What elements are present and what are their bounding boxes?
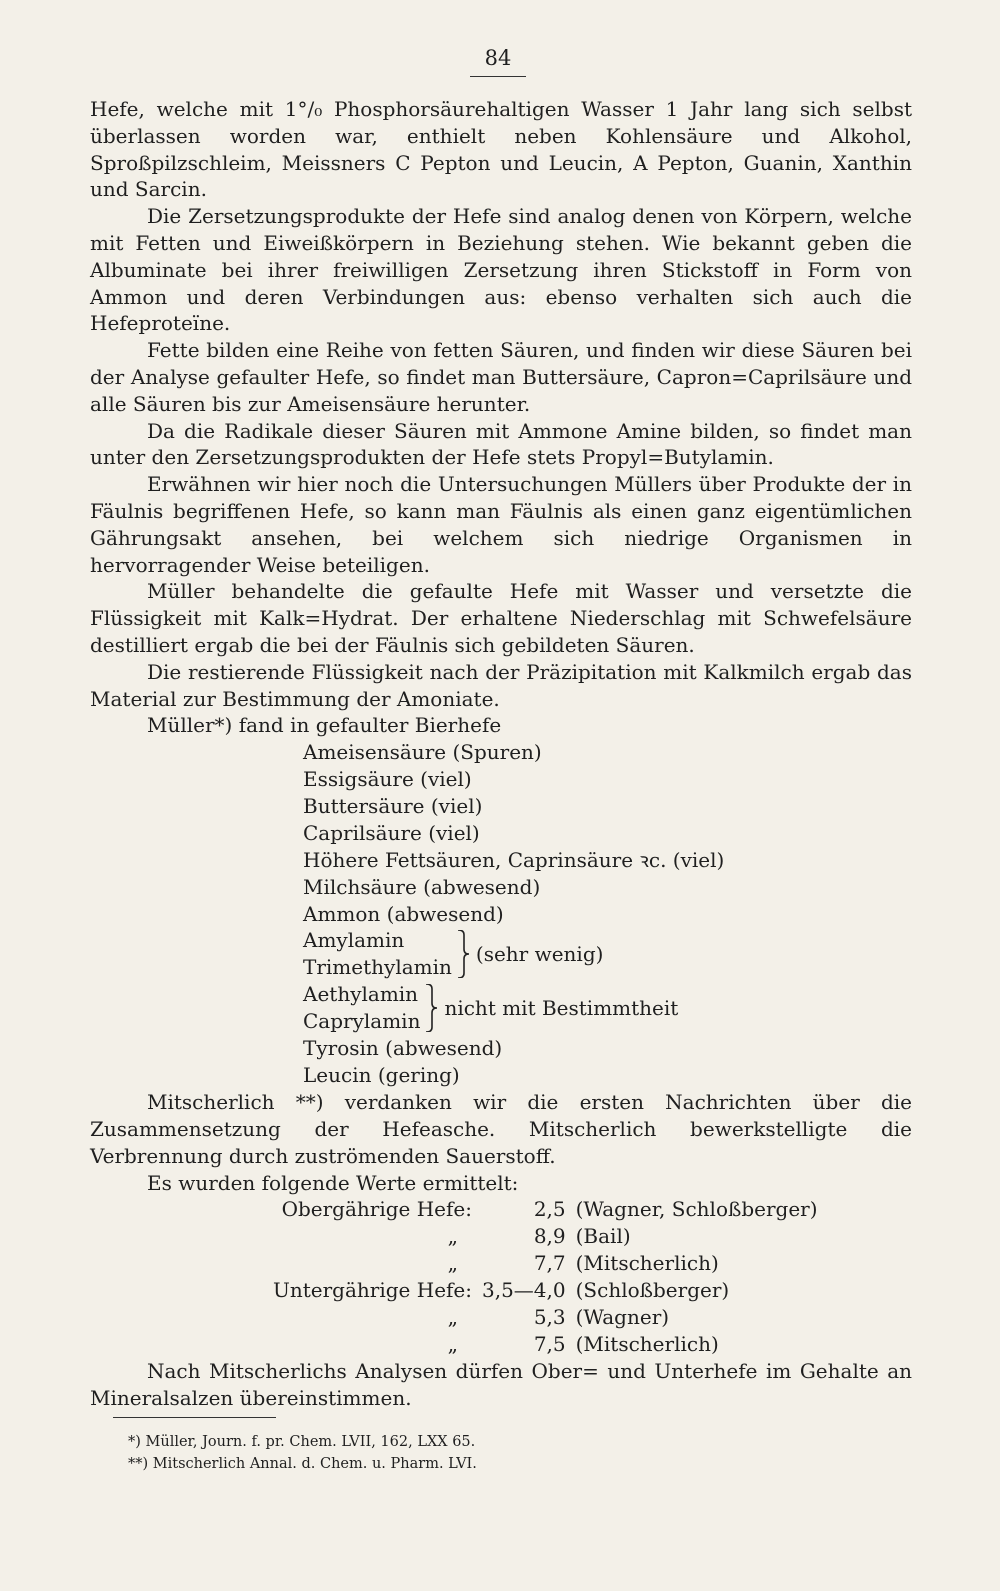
list-item: Caprilsäure (viel)	[303, 820, 480, 845]
row-source: (Schloßberger)	[575, 1278, 730, 1303]
list-item: Essigsäure (viel)	[303, 767, 472, 792]
list-item: Ameisensäure (Spuren)	[303, 740, 542, 765]
row-value: 8,9	[533, 1224, 566, 1249]
paragraph: Es wurden folgende Werte ermittelt:	[147, 1170, 519, 1195]
row-source: (Wagner)	[575, 1305, 670, 1330]
row-label: Obergährige Hefe:	[281, 1197, 472, 1222]
paragraph: Müller behandelte die gefaulte Hefe mit Wasser und versetzte die Flüssigkeit mit Kalk=Hydrat. Der erhaltene Niederschlag mit Schwefelsäure destilliert ergab die bei der Fäulnis sich gebildeten Säuren.	[90, 579, 912, 657]
row-source: (Mitscherlich)	[575, 1332, 719, 1356]
paragraph: Mitscherlich **) verdanken wir die ersten Nachrichten über die Zusammensetzung der Hefeasche. Mitscherlich bewerkstelligte die Verbrennung durch zuströmenden Sauerstoff.	[90, 1090, 912, 1168]
list-item: Caprylamin	[303, 1009, 421, 1034]
footnote: *) Müller, Journ. f. pr. Chem. LVII, 162, LXX 65.	[128, 1434, 476, 1450]
footnote-divider	[113, 1417, 276, 1418]
paragraph: Nach Mitscherlichs Analysen dürfen Ober= und Unterhefe im Gehalte an Mineralsalzen übereinstimmen.	[90, 1358, 912, 1410]
row-value: 7,5	[533, 1332, 566, 1356]
page-number: 84	[470, 46, 526, 77]
row-label: „	[447, 1332, 458, 1356]
ash-values-table	[90, 1196, 818, 1357]
paragraph: Müller*) fand in gefaulter Bierhefe	[147, 713, 502, 738]
paragraph: Da die Radikale dieser Säuren mit Ammone Amine bilden, so findet man unter den Zersetzungsprodukten der Hefe stets Propyl=Butylamin.	[90, 418, 912, 470]
table-row	[90, 1223, 818, 1250]
group-note: (sehr wenig)	[475, 942, 604, 967]
row-value: 2,5	[533, 1197, 566, 1222]
row-label: „	[447, 1224, 458, 1249]
list-item: Trimethylamin	[303, 955, 452, 980]
group-note: nicht mit Bestimmtheit	[444, 996, 679, 1021]
list-item: Buttersäure (viel)	[303, 793, 483, 818]
row-value: 5,3	[533, 1305, 566, 1330]
table-row	[90, 1196, 818, 1223]
brace-icon	[424, 981, 438, 1035]
row-value: 7,7	[533, 1251, 566, 1276]
list-item: Amylamin	[303, 928, 405, 953]
list-item: Milchsäure (abwesend)	[303, 874, 541, 899]
row-source: (Wagner, Schloßberger)	[575, 1197, 818, 1222]
row-label: „	[447, 1251, 458, 1276]
row-source: (Bail)	[575, 1224, 631, 1249]
row-label: „	[447, 1305, 458, 1330]
paragraph: Erwähnen wir hier noch die Untersuchungen Müllers über Produkte der in Fäulnis begriffenen Hefe, so kann man Fäulnis als einen ganz eigentümlichen Gährungsakt ansehen, bei welchem sich niedrige Organismen in hervorragender Weise beteiligen.	[90, 472, 912, 577]
footnote: **) Mitscherlich Annal. d. Chem. u. Pharm. LVI.	[128, 1456, 477, 1472]
substance-group-1	[303, 927, 912, 981]
table-row	[90, 1331, 818, 1358]
list-item: Höhere Fettsäuren, Caprinsäure ꝛc. (viel)	[303, 847, 725, 872]
list-item: Leucin (gering)	[303, 1063, 460, 1088]
table-row	[90, 1277, 818, 1304]
substance-list-tail	[90, 1035, 912, 1089]
paragraph: Die Zersetzungsprodukte der Hefe sind analog denen von Körpern, welche mit Fetten und Eiweißkörpern in Beziehung stehen. Wie bekannt geben die Albuminate bei ihrer freiwilligen Zersetzung ihren Stickstoff in Form von Ammon und deren Verbindungen aus: ebenso verhalten sich auch die Hefeproteïne.	[90, 204, 912, 336]
paragraph: Hefe, welche mit 1°/₀ Phosphorsäurehaltigen Wasser 1 Jahr lang sich selbst überlassen worden war, enthielt neben Kohlensäure und Alkohol, Sproßpilzschleim, Meissners C Pepton und Leucin, A Pepton, Guanin, Xanthin und Sarcin.	[90, 97, 912, 202]
substance-list	[90, 739, 912, 927]
row-value: 3,5—4,0	[482, 1278, 566, 1303]
list-item: Ammon (abwesend)	[303, 901, 504, 926]
substance-group-2	[303, 981, 912, 1035]
paragraph: Fette bilden eine Reihe von fetten Säuren, und finden wir diese Säuren bei der Analyse gefaulter Hefe, so findet man Buttersäure, Capron=Caprilsäure und alle Säuren bis zur Ameisensäure herunter.	[90, 338, 912, 416]
table-row	[90, 1250, 818, 1277]
main-text	[90, 96, 912, 1412]
list-item: Aethylamin	[303, 982, 419, 1007]
brace-icon	[456, 927, 470, 981]
footnotes	[128, 1431, 828, 1475]
paragraph: Die restierende Flüssigkeit nach der Präzipitation mit Kalkmilch ergab das Material zur Bestimmung der Amoniate.	[90, 659, 912, 711]
row-source: (Mitscherlich)	[575, 1251, 719, 1276]
list-item: Tyrosin (abwesend)	[303, 1036, 503, 1061]
table-row	[90, 1304, 818, 1331]
row-label: Untergährige Hefe:	[273, 1278, 472, 1303]
